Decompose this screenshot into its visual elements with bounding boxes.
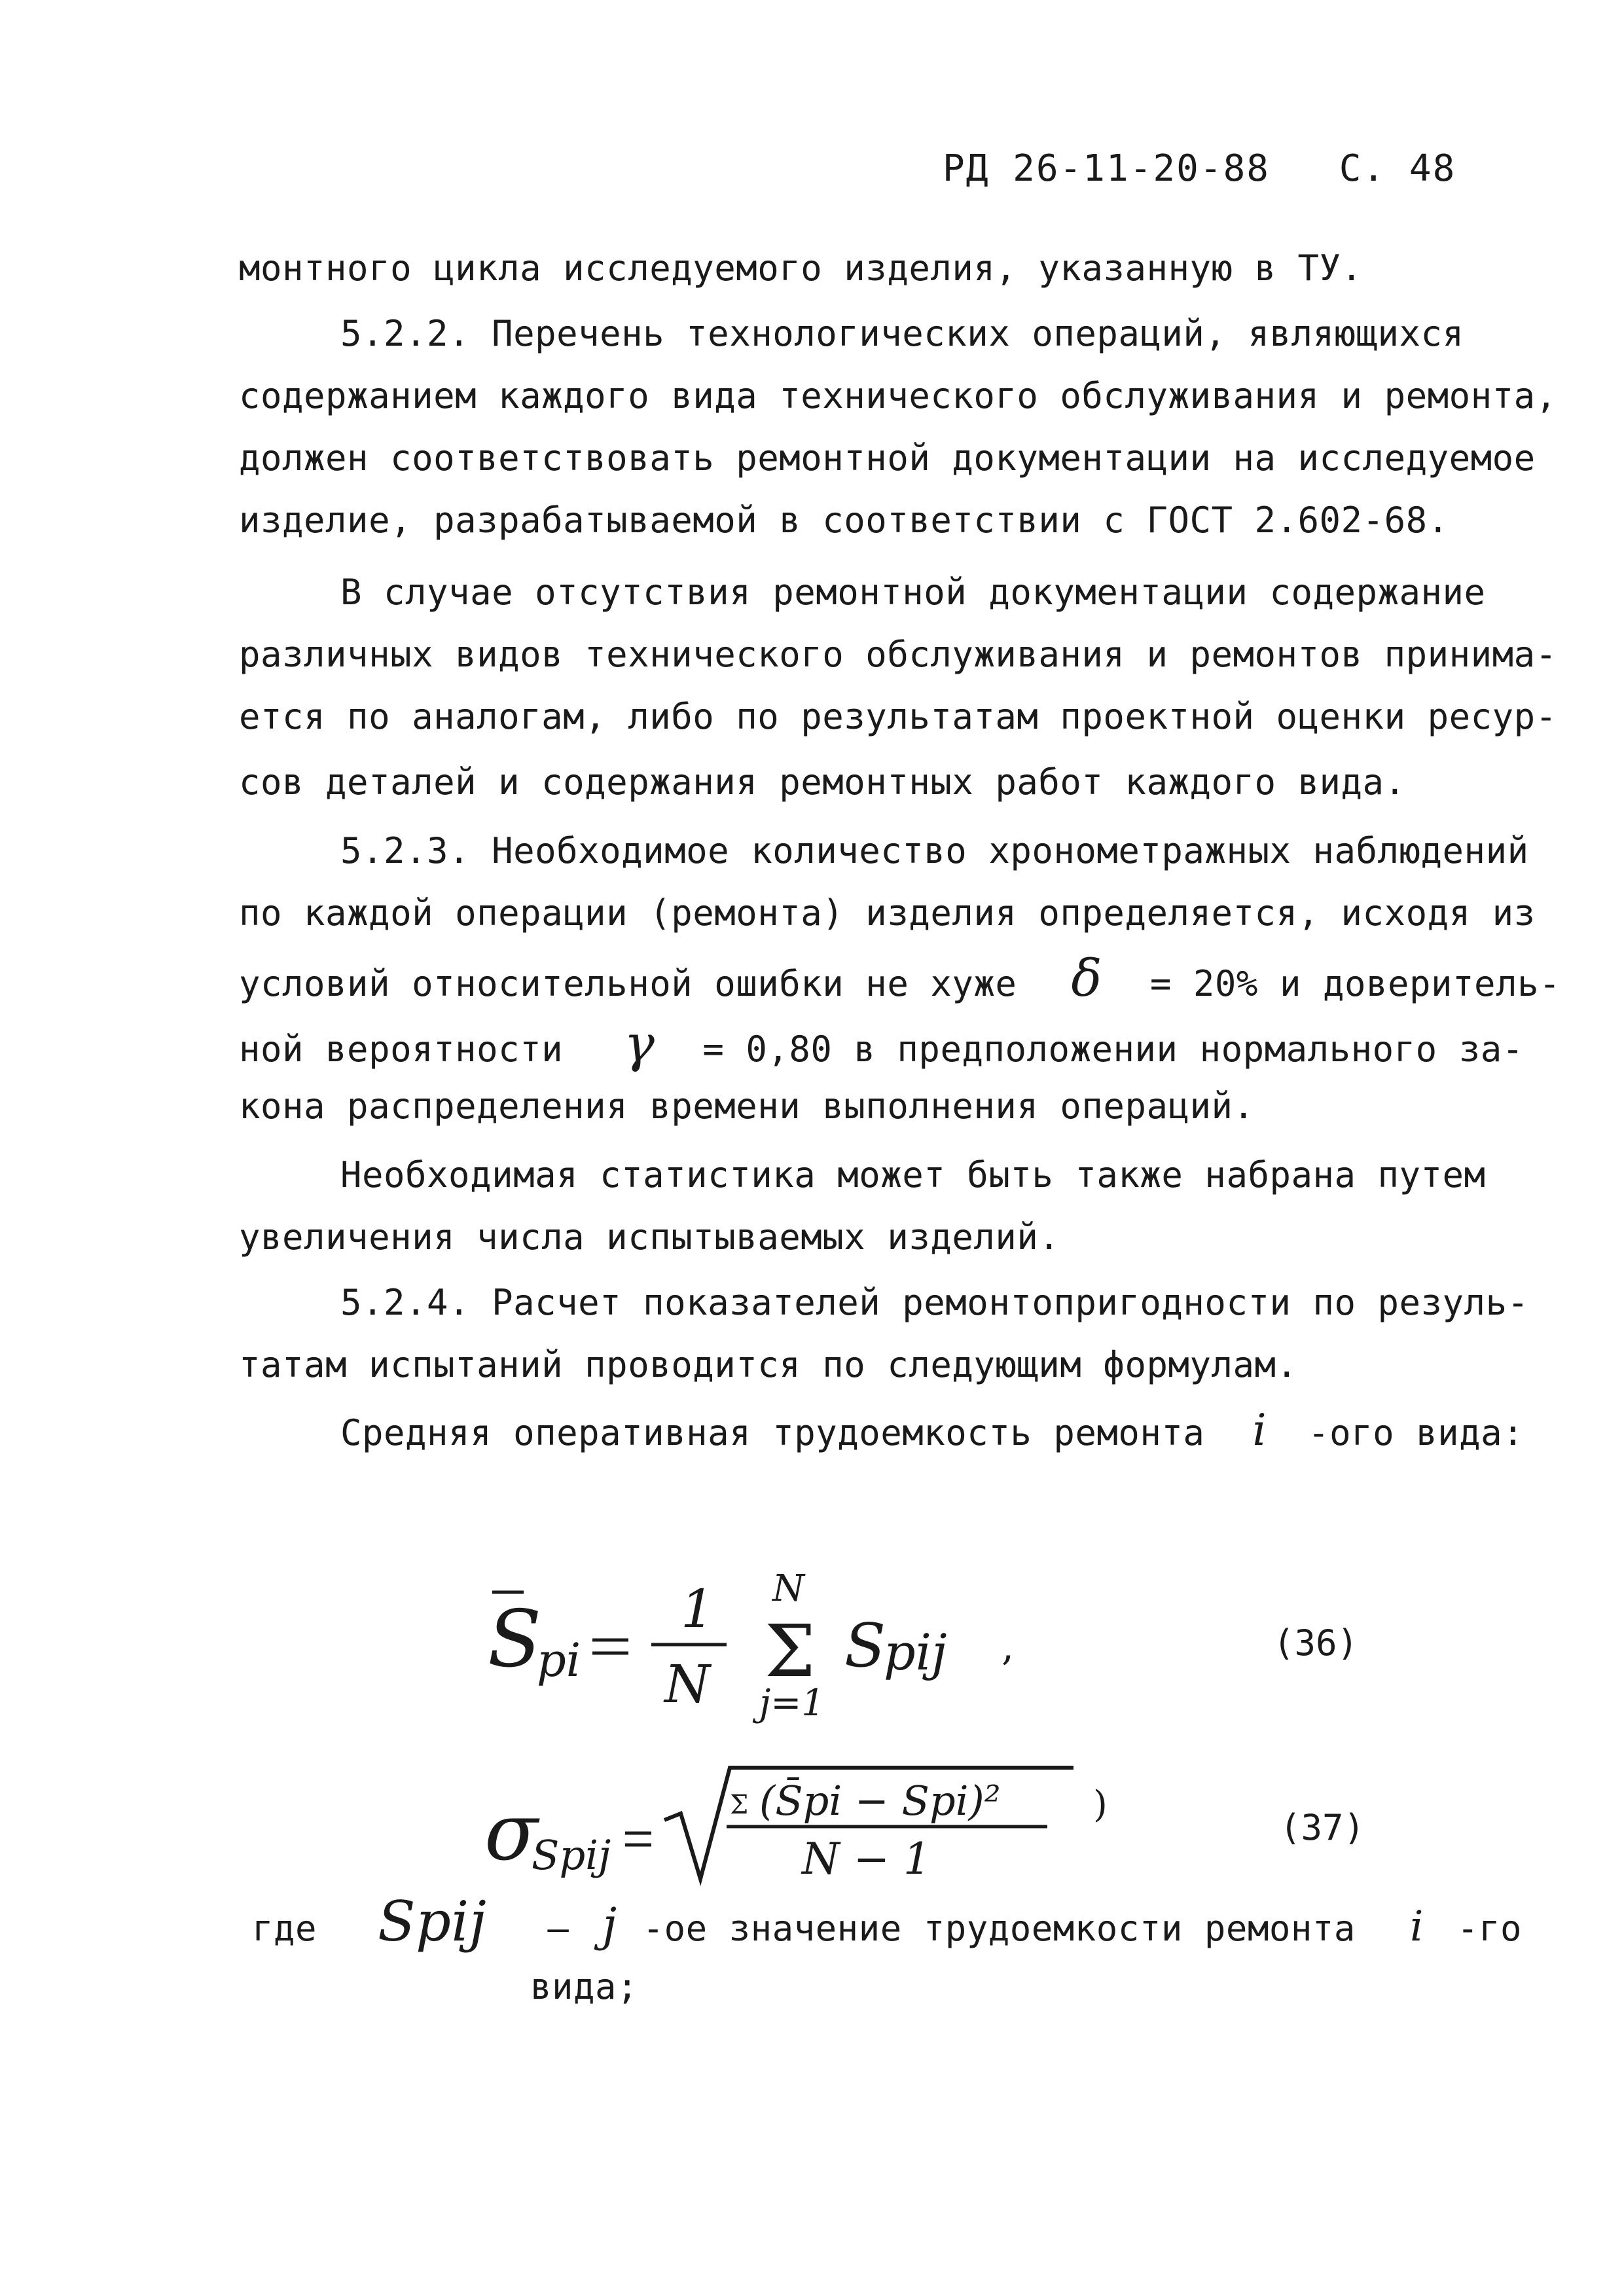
page-number: С. 48 [1339,147,1456,190]
where-suffix: -го [1456,1908,1522,1949]
section-5-2-4: 5.2.4. Расчет показателей ремонтопригодности по резуль- [340,1282,1529,1323]
where-text: -ое значение трудоемкости ремонта [642,1908,1356,1949]
lhs-subscript: pi [537,1633,581,1687]
term-s-symbol: S [844,1611,886,1681]
i-symbol: i [1409,1903,1424,1951]
dash: – [547,1908,569,1949]
text-line: по каждой операции (ремонта) изделия определяется, исходя из [239,892,1536,934]
text-line: различных видов технического обслуживания и ремонтов принима- [239,634,1557,675]
line-text: -ого вида: [1308,1412,1525,1453]
j-symbol: j [602,1898,617,1952]
section-5-2-3: 5.2.3. Необходимое количество хронометражных наблюдений [340,830,1529,871]
sum-sign-small: Σ [730,1790,749,1820]
line-text: Средняя оперативная трудоемкость ремонта [340,1412,1205,1453]
sum-upper-limit: N [772,1567,804,1610]
text-line: Необходимая статистика может быть также набрана путем [340,1154,1486,1195]
gamma-symbol: γ [624,1015,655,1074]
sum-sign: Σ [765,1609,816,1693]
where-continuation: вида; [530,1966,639,2007]
formula-comma: , [1001,1624,1015,1669]
radicand-numerator: (S̄pi − Spi)² [759,1777,1001,1825]
text-line: ется по аналогам, либо по результатам проектной оценки ресур- [239,696,1557,737]
line-text: условий относительной ошибки не хуже [239,963,1017,1004]
radicand-denominator: N − 1 [802,1834,931,1884]
text-line: В случае отсутствия ремонтной документации содержание [340,572,1486,613]
equation-number-37: (37) [1280,1807,1365,1848]
formula-tail: ) [1093,1783,1108,1826]
fraction-numerator: 1 [681,1578,714,1639]
delta-symbol: δ [1071,949,1102,1008]
where-word: где [252,1908,317,1949]
sum-lower-limit: j=1 [759,1682,825,1724]
document-code: РД 26-11-20-88 [943,147,1271,190]
term-subscript: pij [884,1623,947,1681]
sigma-subscript: Spij [532,1831,611,1879]
text-line: должен соответствовать ремонтной документации на исследуемое [239,437,1536,479]
line-text: ной вероятности [239,1029,564,1070]
text-line: монтного цикла исследуемого изделия, указанную в ТУ. [239,247,1363,289]
text-line: изделие, разрабатываемой в соответствии с ГОСТ 2.602-68. [239,500,1449,541]
i-symbol: i [1252,1405,1267,1455]
line-text: = 0,80 в предположении нормального за- [702,1029,1524,1070]
text-line: увеличения числа испытываемых изделий. [239,1216,1060,1258]
section-5-2-2: 5.2.2. Перечень технологических операций, являющихся [340,313,1464,354]
line-text: = 20% и доверитель- [1149,963,1561,1004]
fraction-denominator: N [664,1654,710,1715]
mean-s-symbol: S [488,1594,542,1685]
text-line: кона распределения времени выполнения операций. [239,1085,1255,1127]
equation-number-36: (36) [1273,1622,1359,1664]
text-line: татам испытаний проводится по следующим формулам. [239,1344,1298,1385]
text-line: сов деталей и содержания ремонтных работ каждого вида. [239,761,1406,803]
where-clause [252,1889,1522,1954]
text-line: содержанием каждого вида технического обслуживания и ремонта, [239,375,1557,416]
spij-symbol: Spij [378,1889,487,1954]
sigma-symbol: σ [484,1787,538,1878]
